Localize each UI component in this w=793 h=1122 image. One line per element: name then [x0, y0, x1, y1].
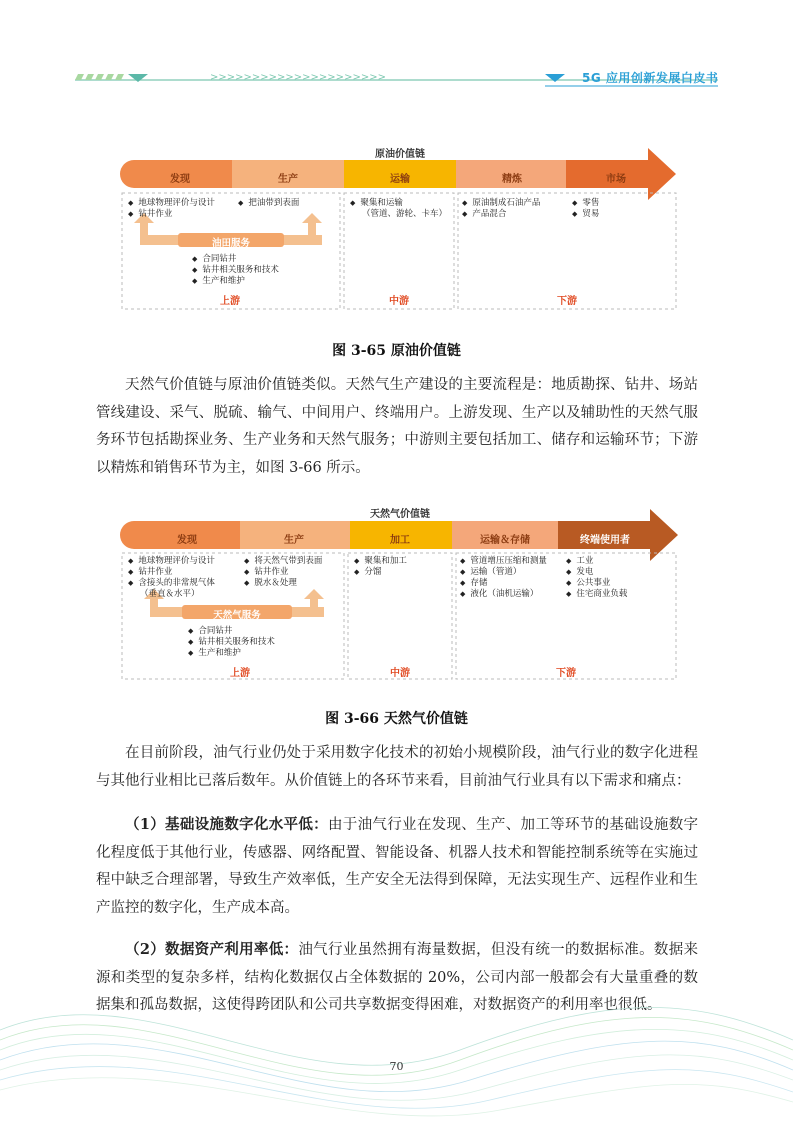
segment-produce: 生产 [284, 535, 304, 546]
list-item: ◆ 钻井作业 [244, 567, 322, 578]
list-item: ◆ 公共事业 [566, 578, 627, 589]
stage-upstream: 上游 [230, 668, 250, 679]
crude-oil-chain-figure [120, 143, 680, 313]
list-item: （管道、游轮、卡车） [362, 209, 448, 219]
list-item: ◆ 零售 [572, 198, 599, 209]
paragraph [96, 811, 698, 922]
list-market [572, 198, 599, 220]
list-produce [238, 198, 299, 209]
paragraph-lead: （1）基础设施数字化水平低： [125, 816, 328, 833]
list-item: ◆ 发电 [566, 567, 627, 578]
service-title: 油田服务 [211, 238, 250, 249]
segment-process: 加工 [390, 535, 410, 546]
list-item: ◆ 地球物理评价与设计 [128, 556, 215, 567]
stage-midstream: 中游 [390, 668, 410, 679]
list-item: ◆ 地球物理评价与设计 [128, 198, 215, 209]
list-discover [128, 556, 215, 600]
list-item: ◆ 把油带到表面 [238, 198, 299, 209]
list-item: ◆ 含接头的非常规气体 [128, 578, 215, 589]
wave-decoration [0, 960, 793, 1122]
header-title: 5G 应用创新发展白皮书 [582, 71, 719, 85]
list-item: ◆ 聚集和加工 [354, 556, 407, 567]
svg-text:>>>>>>>>>>>>>>>>>>>>>: >>>>>>>>>>>>>>>>>>>>> [210, 72, 386, 83]
list-services [188, 626, 275, 659]
list-item: ◆ 钻井作业 [128, 209, 215, 220]
figure-caption: 图 3-66 天然气价值链 [325, 711, 468, 727]
list-item: ◆ 住宅商业负载 [566, 589, 627, 600]
list-services [192, 254, 279, 287]
paragraph-text: 由于油气行业在发现、生产、加工等环节的基础设施数字化程度低于其他行业，传感器、网络配置、智能设备、机器人技术和智能控制系统等在实施过程中缺乏合理部署，导致生产效率低，生产安全无法得到保障，无法实现生产、远程作业和生产监控的数字化，生产成本高。 [96, 817, 699, 916]
segment-transport: 运输 [390, 174, 410, 185]
list-discover [128, 198, 215, 220]
list-transport [350, 198, 447, 220]
list-item: ◆ 合同钻井 [192, 254, 279, 265]
list-item: ◆ 聚集和运输 [350, 198, 447, 209]
segment-discover: 发现 [170, 174, 190, 185]
stage-upstream: 上游 [220, 296, 240, 307]
list-item: ◆ 管道增压压缩和测量 [460, 556, 547, 567]
list-item: ◆ 工业 [566, 556, 627, 567]
stage-midstream: 中游 [389, 296, 409, 307]
paragraph: 天然气价值链与原油价值链类似。天然气生产建设的主要流程是：地质勘探、钻井、场站管线建设、采气、脱硫、输气、中间用户、终端用户。上游发现、生产以及辅助性的天然气服务环节包括勘探业务、生产业务和天然气服务；中游则主要包括加工、储存和运输环节；下游以精炼和销售环节为主，如图 3-66 所示。 [96, 377, 698, 476]
segment-market: 市场 [606, 174, 626, 185]
list-item: ◆ 运输（管道） [460, 567, 547, 578]
list-item: ◆ 贸易 [572, 209, 599, 220]
stage-downstream: 下游 [557, 296, 577, 307]
list-item: ◆ 钻井相关服务和技术 [188, 637, 275, 648]
list-item: ◆ 分馏 [354, 567, 407, 578]
list-item: （垂直＆水平） [140, 589, 200, 599]
page-number: 70 [389, 1060, 404, 1073]
paragraph-lead: （2）数据资产利用率低： [125, 941, 299, 958]
list-item: ◆ 产品混合 [462, 209, 540, 220]
paragraph: 在目前阶段，油气行业仍处于采用数字化技术的初始小规模阶段，油气行业的数字化进程与其他行业相比已落后数年。从价值链上的各环节来看，目前油气行业具有以下需求和痛点： [96, 745, 698, 789]
segment-transport-storage: 运输＆存储 [480, 535, 530, 546]
service-title: 天然气服务 [213, 610, 261, 621]
list-item: ◆ 液化（油机运输） [460, 589, 547, 600]
figure-caption: 图 3-65 原油价值链 [332, 343, 461, 359]
list-item: ◆ 存储 [460, 578, 547, 589]
segment-end-user: 终端使用者 [580, 535, 630, 546]
segment-refine: 精炼 [502, 174, 522, 185]
list-item: ◆ 生产和维护 [192, 276, 279, 287]
segment-produce: 生产 [278, 174, 298, 185]
list-item: ◆ 合同钻井 [188, 626, 275, 637]
list-refine [462, 198, 540, 220]
list-process [354, 556, 407, 578]
crude-oil-chain-graphic [120, 143, 680, 313]
segment-discover: 发现 [177, 535, 197, 546]
list-produce [244, 556, 322, 589]
stage-downstream: 下游 [556, 668, 576, 679]
gas-chain-figure [120, 503, 680, 683]
list-item: ◆ 将天然气带到表面 [244, 556, 322, 567]
list-item: ◆ 钻井作业 [128, 567, 215, 578]
gas-chain-title: 天然气价值链 [370, 509, 430, 520]
crude-chain-title: 原油价值链 [375, 149, 425, 160]
paragraph-text: 油气行业虽然拥有海量数据，但没有统一的数据标准。数据来源和类型的复杂多样，结构化数据仅占全体数据的 20%，公司内部一般都会有大量重叠的数据集和孤岛数据，这使得跨团队和公司共享数据变得困难，对数据资产的利用率也很低。 [96, 942, 699, 1013]
list-end-user [566, 556, 627, 600]
list-item: ◆ 钻井相关服务和技术 [192, 265, 279, 276]
list-transport [460, 556, 547, 600]
list-item: ◆ 原油制成石油产品 [462, 198, 540, 209]
list-item: ◆ 生产和维护 [188, 648, 275, 659]
list-item: ◆ 脱水＆处理 [244, 578, 322, 589]
